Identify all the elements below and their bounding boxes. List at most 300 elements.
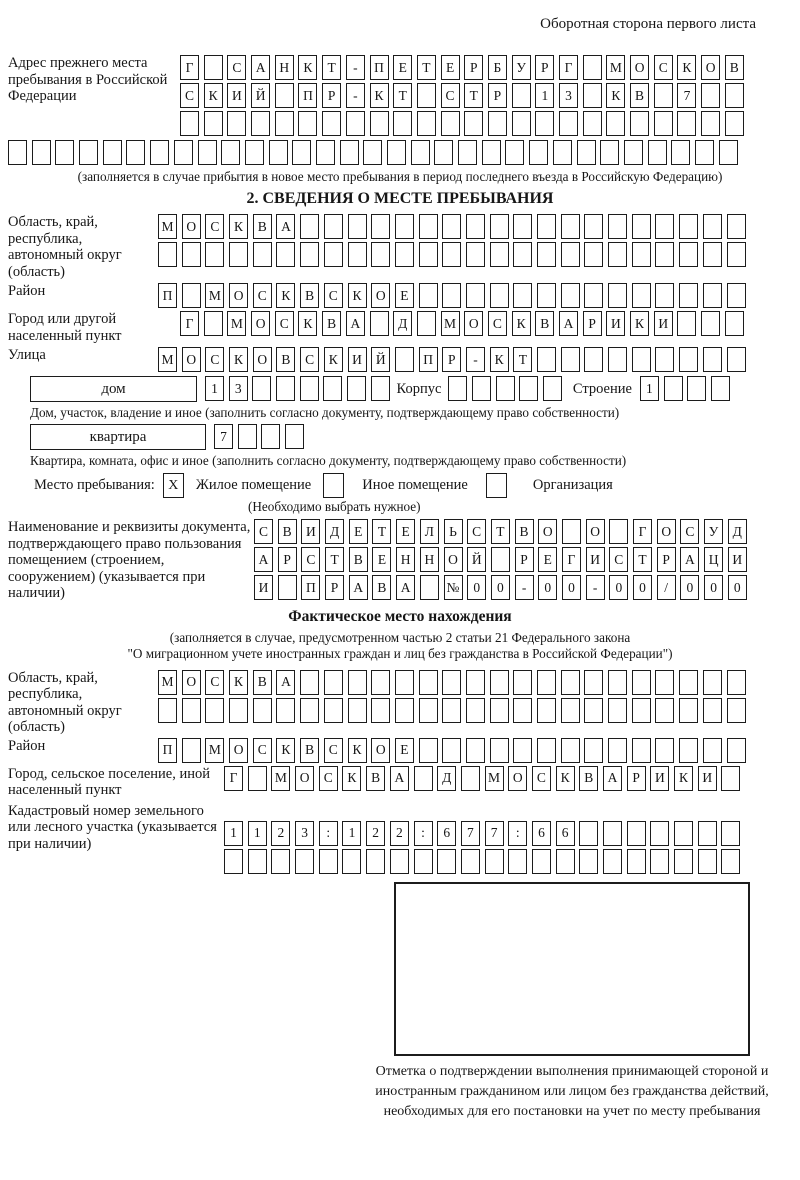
- char-cell[interactable]: [417, 311, 436, 336]
- char-cell[interactable]: [245, 140, 264, 165]
- char-cell[interactable]: [632, 738, 651, 763]
- char-cell[interactable]: [324, 242, 343, 267]
- char-cell[interactable]: [632, 670, 651, 695]
- char-cell[interactable]: [442, 283, 461, 308]
- char-cell[interactable]: [340, 140, 359, 165]
- char-cell[interactable]: [204, 311, 223, 336]
- char-cell[interactable]: В: [349, 547, 368, 572]
- char-cell[interactable]: [603, 849, 622, 874]
- char-cell[interactable]: [442, 738, 461, 763]
- char-cell[interactable]: Е: [441, 55, 460, 80]
- char-cell[interactable]: М: [205, 283, 224, 308]
- char-cell[interactable]: П: [419, 347, 438, 372]
- char-cell[interactable]: К: [276, 283, 295, 308]
- char-cell[interactable]: [603, 821, 622, 846]
- char-cell[interactable]: [419, 214, 438, 239]
- char-cell[interactable]: В: [322, 311, 341, 336]
- char-cell[interactable]: [655, 214, 674, 239]
- char-cell[interactable]: Р: [442, 347, 461, 372]
- char-cell[interactable]: [608, 283, 627, 308]
- char-cell[interactable]: 1: [640, 376, 659, 401]
- char-cell[interactable]: Н: [275, 55, 294, 80]
- char-cell[interactable]: О: [464, 311, 483, 336]
- char-cell[interactable]: Т: [513, 347, 532, 372]
- char-cell[interactable]: Т: [633, 547, 652, 572]
- char-cell[interactable]: У: [704, 519, 723, 544]
- char-cell[interactable]: П: [298, 83, 317, 108]
- char-cell[interactable]: [205, 698, 224, 723]
- char-cell[interactable]: О: [508, 766, 527, 791]
- char-cell[interactable]: -: [586, 575, 605, 600]
- char-cell[interactable]: Г: [633, 519, 652, 544]
- char-cell[interactable]: [395, 670, 414, 695]
- char-cell[interactable]: О: [586, 519, 605, 544]
- char-cell[interactable]: Т: [417, 55, 436, 80]
- char-cell[interactable]: [322, 111, 341, 136]
- char-cell[interactable]: [261, 424, 280, 449]
- char-cell[interactable]: [323, 376, 342, 401]
- char-cell[interactable]: [419, 698, 438, 723]
- char-cell[interactable]: К: [298, 311, 317, 336]
- char-cell[interactable]: [513, 698, 532, 723]
- char-cell[interactable]: [395, 214, 414, 239]
- char-cell[interactable]: К: [348, 738, 367, 763]
- char-cell[interactable]: [600, 140, 619, 165]
- char-cell[interactable]: [703, 347, 722, 372]
- char-cell[interactable]: М: [606, 55, 625, 80]
- char-cell[interactable]: А: [276, 214, 295, 239]
- char-cell[interactable]: М: [485, 766, 504, 791]
- char-cell[interactable]: 3: [295, 821, 314, 846]
- char-cell[interactable]: 0: [633, 575, 652, 600]
- char-cell[interactable]: [442, 214, 461, 239]
- char-cell[interactable]: Г: [224, 766, 243, 791]
- char-cell[interactable]: [679, 670, 698, 695]
- char-cell[interactable]: [158, 698, 177, 723]
- char-cell[interactable]: [584, 698, 603, 723]
- char-cell[interactable]: Т: [372, 519, 391, 544]
- char-cell[interactable]: М: [205, 738, 224, 763]
- char-cell[interactable]: [512, 111, 531, 136]
- char-cell[interactable]: [561, 347, 580, 372]
- char-cell[interactable]: [414, 766, 433, 791]
- char-cell[interactable]: [419, 242, 438, 267]
- char-cell[interactable]: [711, 376, 730, 401]
- char-cell[interactable]: 0: [704, 575, 723, 600]
- char-cell[interactable]: Д: [325, 519, 344, 544]
- char-cell[interactable]: Д: [728, 519, 747, 544]
- char-cell[interactable]: [537, 698, 556, 723]
- char-cell[interactable]: [698, 821, 717, 846]
- char-cell[interactable]: [679, 698, 698, 723]
- char-cell[interactable]: [679, 214, 698, 239]
- char-cell[interactable]: [674, 849, 693, 874]
- char-cell[interactable]: [655, 242, 674, 267]
- char-cell[interactable]: 7: [677, 83, 696, 108]
- char-cell[interactable]: [395, 242, 414, 267]
- char-cell[interactable]: [583, 55, 602, 80]
- char-cell[interactable]: [655, 698, 674, 723]
- char-cell[interactable]: [8, 140, 27, 165]
- char-cell[interactable]: [204, 55, 223, 80]
- char-cell[interactable]: :: [414, 821, 433, 846]
- char-cell[interactable]: [721, 849, 740, 874]
- char-cell[interactable]: :: [508, 821, 527, 846]
- char-cell[interactable]: [319, 849, 338, 874]
- char-cell[interactable]: Й: [371, 347, 390, 372]
- char-cell[interactable]: А: [276, 670, 295, 695]
- char-cell[interactable]: К: [324, 347, 343, 372]
- char-cell[interactable]: С: [324, 283, 343, 308]
- char-cell[interactable]: [632, 242, 651, 267]
- char-cell[interactable]: [482, 140, 501, 165]
- checkbox-other-premises[interactable]: [323, 473, 344, 498]
- char-cell[interactable]: [324, 698, 343, 723]
- char-cell[interactable]: Е: [349, 519, 368, 544]
- char-cell[interactable]: [182, 242, 201, 267]
- char-cell[interactable]: [420, 575, 439, 600]
- char-cell[interactable]: [650, 849, 669, 874]
- char-cell[interactable]: [366, 849, 385, 874]
- char-cell[interactable]: [411, 140, 430, 165]
- char-cell[interactable]: [348, 242, 367, 267]
- char-cell[interactable]: [316, 140, 335, 165]
- char-cell[interactable]: /: [657, 575, 676, 600]
- char-cell[interactable]: Р: [278, 547, 297, 572]
- char-cell[interactable]: [442, 698, 461, 723]
- char-cell[interactable]: [298, 111, 317, 136]
- char-cell[interactable]: Р: [515, 547, 534, 572]
- char-cell[interactable]: [253, 242, 272, 267]
- char-cell[interactable]: [466, 698, 485, 723]
- char-cell[interactable]: Р: [657, 547, 676, 572]
- char-cell[interactable]: 1: [224, 821, 243, 846]
- char-cell[interactable]: [719, 140, 738, 165]
- char-cell[interactable]: Р: [583, 311, 602, 336]
- char-cell[interactable]: И: [348, 347, 367, 372]
- char-cell[interactable]: С: [275, 311, 294, 336]
- char-cell[interactable]: 2: [271, 821, 290, 846]
- char-cell[interactable]: А: [680, 547, 699, 572]
- char-cell[interactable]: [703, 214, 722, 239]
- char-cell[interactable]: [278, 575, 297, 600]
- char-cell[interactable]: В: [579, 766, 598, 791]
- char-cell[interactable]: В: [725, 55, 744, 80]
- char-cell[interactable]: [252, 376, 271, 401]
- char-cell[interactable]: С: [205, 670, 224, 695]
- char-cell[interactable]: И: [606, 311, 625, 336]
- char-cell[interactable]: [370, 311, 389, 336]
- char-cell[interactable]: [174, 140, 193, 165]
- char-cell[interactable]: [627, 821, 646, 846]
- char-cell[interactable]: В: [535, 311, 554, 336]
- char-cell[interactable]: 7: [461, 821, 480, 846]
- char-cell[interactable]: №: [444, 575, 463, 600]
- char-cell[interactable]: [655, 738, 674, 763]
- char-cell[interactable]: [271, 849, 290, 874]
- char-cell[interactable]: [348, 670, 367, 695]
- char-cell[interactable]: [654, 83, 673, 108]
- char-cell[interactable]: -: [466, 347, 485, 372]
- char-cell[interactable]: [664, 376, 683, 401]
- char-cell[interactable]: [180, 111, 199, 136]
- char-cell[interactable]: [727, 738, 746, 763]
- char-cell[interactable]: [725, 83, 744, 108]
- char-cell[interactable]: [725, 111, 744, 136]
- char-cell[interactable]: Е: [393, 55, 412, 80]
- char-cell[interactable]: [655, 347, 674, 372]
- char-cell[interactable]: Й: [251, 83, 270, 108]
- char-cell[interactable]: [727, 283, 746, 308]
- char-cell[interactable]: [698, 849, 717, 874]
- char-cell[interactable]: А: [396, 575, 415, 600]
- char-cell[interactable]: П: [158, 738, 177, 763]
- char-cell[interactable]: Р: [464, 55, 483, 80]
- char-cell[interactable]: [472, 376, 491, 401]
- char-cell[interactable]: [583, 111, 602, 136]
- char-cell[interactable]: [253, 698, 272, 723]
- char-cell[interactable]: К: [556, 766, 575, 791]
- char-cell[interactable]: В: [278, 519, 297, 544]
- char-cell[interactable]: [561, 214, 580, 239]
- char-cell[interactable]: [276, 376, 295, 401]
- char-cell[interactable]: Д: [437, 766, 456, 791]
- char-cell[interactable]: А: [559, 311, 578, 336]
- char-cell[interactable]: [79, 140, 98, 165]
- char-cell[interactable]: [537, 214, 556, 239]
- char-cell[interactable]: [458, 140, 477, 165]
- char-cell[interactable]: [434, 140, 453, 165]
- char-cell[interactable]: [562, 519, 581, 544]
- char-cell[interactable]: [648, 140, 667, 165]
- char-cell[interactable]: [204, 111, 223, 136]
- char-cell[interactable]: [608, 670, 627, 695]
- char-cell[interactable]: П: [158, 283, 177, 308]
- char-cell[interactable]: [513, 670, 532, 695]
- char-cell[interactable]: [632, 214, 651, 239]
- char-cell[interactable]: [227, 111, 246, 136]
- char-cell[interactable]: В: [366, 766, 385, 791]
- char-cell[interactable]: [324, 214, 343, 239]
- char-cell[interactable]: [624, 140, 643, 165]
- char-cell[interactable]: У: [512, 55, 531, 80]
- char-cell[interactable]: [721, 766, 740, 791]
- char-cell[interactable]: [390, 849, 409, 874]
- char-cell[interactable]: Р: [325, 575, 344, 600]
- char-cell[interactable]: Р: [627, 766, 646, 791]
- char-cell[interactable]: В: [300, 738, 319, 763]
- char-cell[interactable]: М: [158, 347, 177, 372]
- char-cell[interactable]: [300, 242, 319, 267]
- char-cell[interactable]: С: [205, 214, 224, 239]
- char-cell[interactable]: К: [276, 738, 295, 763]
- char-cell[interactable]: [442, 670, 461, 695]
- char-cell[interactable]: [55, 140, 74, 165]
- char-cell[interactable]: О: [444, 547, 463, 572]
- char-cell[interactable]: [584, 347, 603, 372]
- char-cell[interactable]: [448, 376, 467, 401]
- char-cell[interactable]: [537, 347, 556, 372]
- char-cell[interactable]: 6: [437, 821, 456, 846]
- char-cell[interactable]: О: [295, 766, 314, 791]
- char-cell[interactable]: [496, 376, 515, 401]
- char-cell[interactable]: [490, 738, 509, 763]
- char-cell[interactable]: [182, 738, 201, 763]
- char-cell[interactable]: [584, 242, 603, 267]
- char-cell[interactable]: Й: [467, 547, 486, 572]
- char-cell[interactable]: [490, 242, 509, 267]
- char-cell[interactable]: [609, 519, 628, 544]
- char-cell[interactable]: 0: [728, 575, 747, 600]
- char-cell[interactable]: :: [319, 821, 338, 846]
- char-cell[interactable]: [461, 766, 480, 791]
- char-cell[interactable]: 2: [366, 821, 385, 846]
- char-cell[interactable]: [158, 242, 177, 267]
- char-cell[interactable]: А: [349, 575, 368, 600]
- char-cell[interactable]: [342, 849, 361, 874]
- char-cell[interactable]: [703, 670, 722, 695]
- char-cell[interactable]: В: [276, 347, 295, 372]
- char-cell[interactable]: [347, 376, 366, 401]
- char-cell[interactable]: 0: [680, 575, 699, 600]
- char-cell[interactable]: [126, 140, 145, 165]
- char-cell[interactable]: К: [204, 83, 223, 108]
- char-cell[interactable]: Е: [396, 519, 415, 544]
- char-cell[interactable]: [674, 821, 693, 846]
- char-cell[interactable]: С: [532, 766, 551, 791]
- char-cell[interactable]: [442, 242, 461, 267]
- char-cell[interactable]: К: [229, 214, 248, 239]
- char-cell[interactable]: Т: [322, 55, 341, 80]
- char-cell[interactable]: С: [319, 766, 338, 791]
- char-cell[interactable]: 1: [248, 821, 267, 846]
- char-cell[interactable]: [229, 698, 248, 723]
- char-cell[interactable]: [512, 83, 531, 108]
- char-cell[interactable]: [371, 242, 390, 267]
- char-cell[interactable]: -: [346, 55, 365, 80]
- char-cell[interactable]: [441, 111, 460, 136]
- char-cell[interactable]: [677, 311, 696, 336]
- char-cell[interactable]: В: [515, 519, 534, 544]
- char-cell[interactable]: 1: [535, 83, 554, 108]
- char-cell[interactable]: [466, 283, 485, 308]
- char-cell[interactable]: И: [698, 766, 717, 791]
- char-cell[interactable]: [513, 738, 532, 763]
- char-cell[interactable]: С: [227, 55, 246, 80]
- char-cell[interactable]: [371, 698, 390, 723]
- char-cell[interactable]: Т: [393, 83, 412, 108]
- char-cell[interactable]: В: [253, 214, 272, 239]
- char-cell[interactable]: [701, 111, 720, 136]
- char-cell[interactable]: [608, 738, 627, 763]
- char-cell[interactable]: [608, 214, 627, 239]
- char-cell[interactable]: [490, 214, 509, 239]
- char-cell[interactable]: [276, 242, 295, 267]
- char-cell[interactable]: М: [158, 670, 177, 695]
- char-cell[interactable]: [371, 376, 390, 401]
- char-cell[interactable]: [387, 140, 406, 165]
- char-cell[interactable]: [513, 242, 532, 267]
- char-cell[interactable]: [182, 698, 201, 723]
- char-cell[interactable]: [727, 347, 746, 372]
- char-cell[interactable]: [606, 111, 625, 136]
- char-cell[interactable]: [553, 140, 572, 165]
- char-cell[interactable]: И: [227, 83, 246, 108]
- char-cell[interactable]: [491, 547, 510, 572]
- checkbox-organization[interactable]: [486, 473, 507, 498]
- char-cell[interactable]: [295, 849, 314, 874]
- char-cell[interactable]: [437, 849, 456, 874]
- char-cell[interactable]: [414, 849, 433, 874]
- char-cell[interactable]: [630, 111, 649, 136]
- char-cell[interactable]: [584, 214, 603, 239]
- char-cell[interactable]: [488, 111, 507, 136]
- char-cell[interactable]: И: [654, 311, 673, 336]
- char-cell[interactable]: С: [467, 519, 486, 544]
- char-cell[interactable]: Р: [322, 83, 341, 108]
- char-cell[interactable]: [238, 424, 257, 449]
- char-cell[interactable]: [285, 424, 304, 449]
- char-cell[interactable]: О: [182, 214, 201, 239]
- char-cell[interactable]: К: [348, 283, 367, 308]
- char-cell[interactable]: [419, 738, 438, 763]
- char-cell[interactable]: [701, 83, 720, 108]
- char-cell[interactable]: В: [630, 83, 649, 108]
- char-cell[interactable]: [583, 83, 602, 108]
- char-cell[interactable]: К: [298, 55, 317, 80]
- checkbox-residential[interactable]: X: [163, 473, 184, 498]
- char-cell[interactable]: И: [650, 766, 669, 791]
- char-cell[interactable]: [395, 347, 414, 372]
- char-cell[interactable]: А: [603, 766, 622, 791]
- char-cell[interactable]: [687, 376, 706, 401]
- char-cell[interactable]: [695, 140, 714, 165]
- char-cell[interactable]: [150, 140, 169, 165]
- char-cell[interactable]: [561, 738, 580, 763]
- char-cell[interactable]: [679, 242, 698, 267]
- char-cell[interactable]: О: [229, 738, 248, 763]
- char-cell[interactable]: О: [182, 347, 201, 372]
- char-cell[interactable]: [727, 698, 746, 723]
- char-cell[interactable]: [417, 83, 436, 108]
- char-cell[interactable]: [519, 376, 538, 401]
- char-cell[interactable]: В: [253, 670, 272, 695]
- char-cell[interactable]: [703, 242, 722, 267]
- char-cell[interactable]: 0: [562, 575, 581, 600]
- char-cell[interactable]: [537, 242, 556, 267]
- char-cell[interactable]: Р: [535, 55, 554, 80]
- char-cell[interactable]: [701, 311, 720, 336]
- char-cell[interactable]: [727, 214, 746, 239]
- char-cell[interactable]: 0: [609, 575, 628, 600]
- char-cell[interactable]: Т: [491, 519, 510, 544]
- char-cell[interactable]: [419, 670, 438, 695]
- char-cell[interactable]: [182, 283, 201, 308]
- char-cell[interactable]: [466, 214, 485, 239]
- char-cell[interactable]: [251, 111, 270, 136]
- char-cell[interactable]: [655, 670, 674, 695]
- char-cell[interactable]: [300, 698, 319, 723]
- char-cell[interactable]: [324, 670, 343, 695]
- char-cell[interactable]: С: [680, 519, 699, 544]
- char-cell[interactable]: [577, 140, 596, 165]
- char-cell[interactable]: И: [301, 519, 320, 544]
- char-cell[interactable]: [703, 738, 722, 763]
- char-cell[interactable]: А: [346, 311, 365, 336]
- char-cell[interactable]: [561, 670, 580, 695]
- char-cell[interactable]: С: [609, 547, 628, 572]
- char-cell[interactable]: [490, 670, 509, 695]
